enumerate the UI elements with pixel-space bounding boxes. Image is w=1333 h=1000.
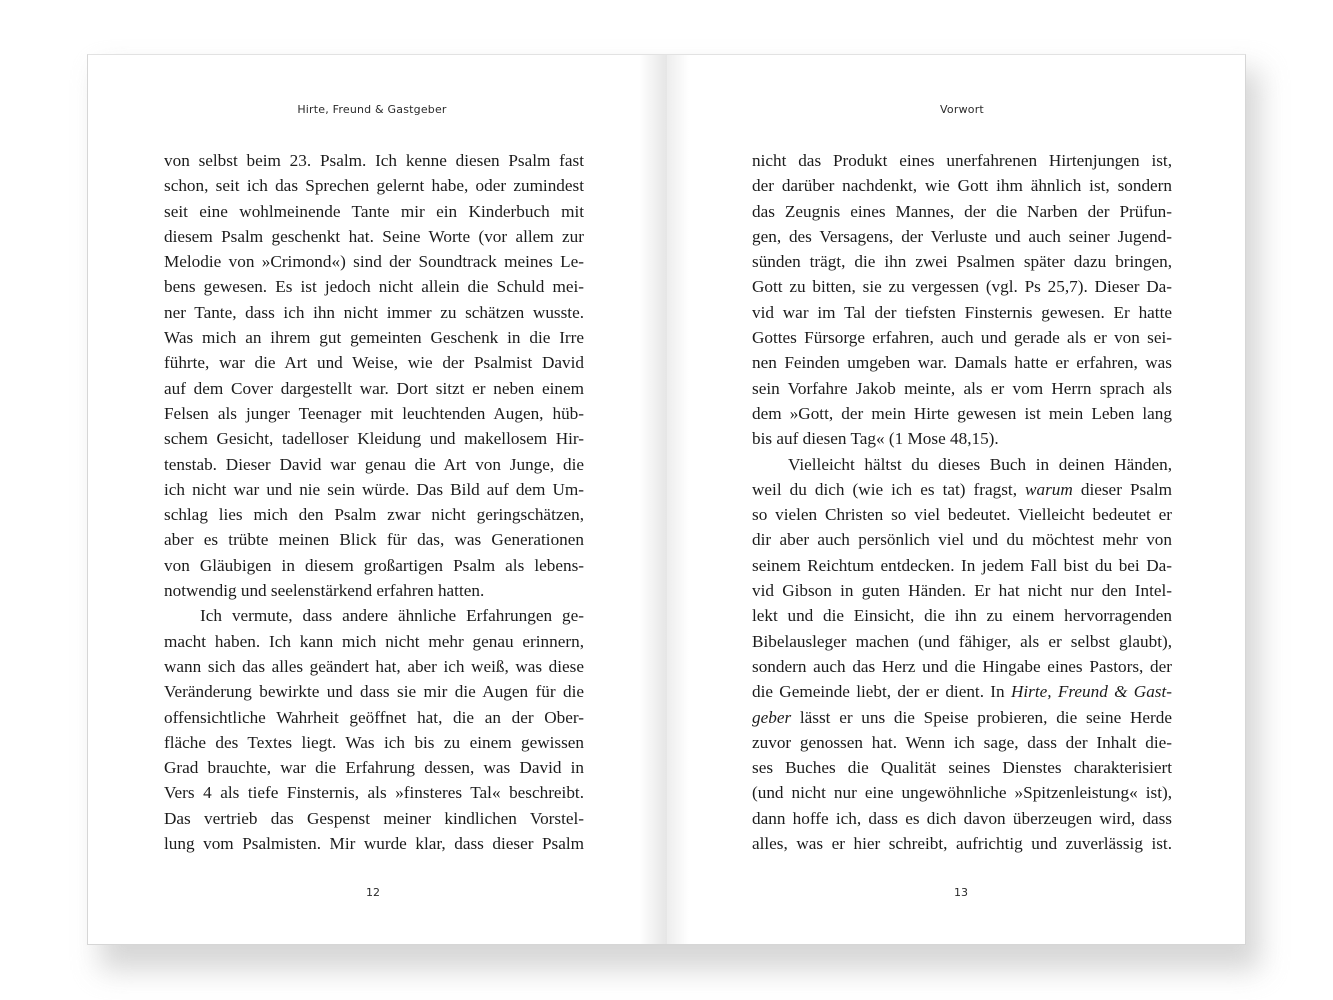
text-line: schon, seit ich das Sprechen gelernt habe, oder zumindest — [164, 176, 584, 196]
text-line: dann hoffe ich, dass es dich davon überzeugen wird, dass — [752, 808, 1172, 828]
text-line: dir aber auch persönlich viel und du möchtest mehr von — [752, 530, 1172, 550]
text-span: weil du dich (wie ich es tat) fragst, — [752, 479, 1026, 499]
text-line: Grad brauchte, war die Erfahrung dessen, was David in — [164, 758, 584, 778]
text-line: lung vom Psalmisten. Mir wurde klar, dass dieser Psalm — [164, 834, 584, 854]
text-span: lässt er uns die Speise probieren, die seine Herde — [791, 707, 1172, 727]
text-line — [752, 705, 1172, 730]
italic-book-title: Hirte, Freund & Gast- — [1010, 682, 1172, 702]
right-running-head: Vorwort — [940, 103, 984, 116]
text-line: macht haben. Ich kann mich nicht mehr genau erinnern, — [164, 631, 584, 651]
text-line: das Zeugnis eines Mannes, der die Narben der Prüfun- — [752, 201, 1172, 221]
text-line: so vielen Christen so viel bedeutet. Vielleicht bedeutet er — [752, 505, 1172, 525]
right-page-gutter-shade — [667, 55, 689, 944]
text-line — [752, 679, 1172, 704]
text-line: Bibelausleger machen (und fähiger, als er selbst glaubt), — [752, 631, 1172, 651]
text-line — [752, 477, 1172, 502]
left-page-number: 12 — [366, 886, 380, 899]
right-body-text — [752, 148, 1172, 856]
text-line: notwendig und seelenstärkend erfahren hatten. — [164, 581, 485, 601]
text-line: sünden trägt, die ihn zwei Psalmen später dazu bringen, — [752, 252, 1172, 272]
italic-word: warum — [1025, 479, 1073, 499]
text-span: dieser Psalm — [1072, 479, 1172, 499]
paragraph-first-line: Ich vermute, dass andere ähnliche Erfahrungen ge- — [200, 606, 584, 626]
text-line: schem Gesicht, tadelloser Kleidung und makellosem Hir- — [164, 429, 584, 449]
text-line: schlag lies mich den Psalm zwar nicht geringschätzen, — [164, 505, 584, 525]
text-line: nicht das Produkt eines unerfahrenen Hirtenjungen ist, — [752, 151, 1172, 170]
text-line: diesem Psalm geschenkt hat. Seine Worte (vor allem zur — [164, 226, 584, 246]
right-page — [667, 54, 1246, 945]
text-line: Gott zu bitten, sie zu vergessen (vgl. Ps 25,7). Dieser Da- — [752, 277, 1172, 297]
left-page — [87, 54, 667, 945]
left-page-gutter-shade — [639, 55, 667, 944]
text-line: Das vertrieb das Gespenst meiner kindlichen Vorstel- — [164, 808, 584, 828]
text-line: nen Feinden umgeben war. Damals hatte er erfahren, was — [752, 353, 1172, 373]
text-line: ner Tante, dass ich ihn nicht immer zu schätzen wusste. — [164, 302, 584, 322]
text-line: Gottes Fürsorge erfahren, auch und gerade als er von sei- — [752, 328, 1172, 348]
text-line: sondern auch das Herz und die Hingabe eines Pastors, der — [752, 656, 1172, 676]
text-line: sein Vorfahre Jakob meinte, als er vom Herrn sprach als — [752, 378, 1172, 398]
right-page-number: 13 — [954, 886, 968, 899]
text-line: Was mich an ihrem gut gemeinten Geschenk in die Irre — [164, 328, 584, 348]
text-line: bis auf diesen Tag« (1 Mose 48,15). — [752, 429, 999, 449]
text-line: gen, des Versagens, der Verluste und auch seiner Jugend- — [752, 226, 1172, 246]
text-line: vid war im Tal der tiefsten Finsternis gewesen. Er hatte — [752, 302, 1172, 322]
text-line: zuvor genossen hat. Wenn ich sage, dass der Inhalt die- — [752, 732, 1172, 752]
text-line: offensichtliche Wahrheit geöffnet hat, die an der Ober- — [164, 707, 584, 727]
text-line: Veränderung bewirkte und dass sie mir die Augen für die — [164, 682, 584, 702]
text-line: lekt und die Einsicht, die ihn zu einem hervorragenden — [752, 606, 1172, 626]
text-line: seinem Reichtum entdecken. In jedem Fall bist du bei Da- — [752, 555, 1172, 575]
text-line: tenstab. Dieser David war genau die Art von Junge, die — [164, 454, 584, 474]
text-line: fläche des Textes liegt. Was ich bis zu einem gewissen — [164, 732, 584, 752]
text-line: der darüber nachdenkt, wie Gott ihm ähnlich ist, sondern — [752, 176, 1172, 196]
paragraph-first-line: Vielleicht hältst du dieses Buch in deinen Händen, — [788, 454, 1172, 474]
text-line: ich nicht war und nie sein würde. Das Bild auf dem Um- — [164, 479, 584, 499]
text-line: führte, war die Art und Weise, wie der Psalmist David — [164, 353, 584, 373]
text-line: dem »Gott, der mein Hirte gewesen ist mein Leben lang — [752, 403, 1172, 423]
text-line: Felsen als junger Teenager mit leuchtenden Augen, hüb- — [164, 403, 584, 423]
text-line: (und nicht nur eine ungewöhnliche »Spitzenleistung« ist), — [752, 783, 1172, 803]
text-line: Melodie von »Crimond«) sind der Soundtrack meines Le- — [164, 252, 584, 272]
text-line: auf dem Cover dargestellt war. Dort sitzt er neben einem — [164, 378, 584, 398]
text-line: alles, was er hier schreibt, aufrichtig und zuverlässig ist. — [752, 834, 1172, 854]
text-line: aber es trübte meinen Blick für das, was Generationen — [164, 530, 584, 550]
text-span: die Gemeinde liebt, der er dient. In — [752, 682, 1011, 702]
text-line: von selbst beim 23. Psalm. Ich kenne diesen Psalm fast — [164, 151, 584, 170]
text-line: vid Gibson in guten Händen. Er hat nicht nur den Intel- — [752, 581, 1172, 601]
text-line: ses Buches die Qualität seines Dienstes charakterisiert — [752, 758, 1172, 778]
text-line: seit eine wohlmeinende Tante mir ein Kinderbuch mit — [164, 201, 584, 221]
text-line: wann sich das alles geändert hat, aber ich weiß, was diese — [164, 656, 584, 676]
italic-book-title: geber — [752, 707, 792, 727]
text-line: bens gewesen. Es ist jedoch nicht allein die Schuld mei- — [164, 277, 584, 297]
text-line: Vers 4 als tiefe Finsternis, als »finsteres Tal« beschreibt. — [164, 783, 584, 803]
left-body-text — [164, 148, 584, 856]
left-running-head: Hirte, Freund & Gastgeber — [297, 103, 447, 116]
text-line: von Gläubigen in diesem großartigen Psalm als lebens- — [164, 555, 584, 575]
